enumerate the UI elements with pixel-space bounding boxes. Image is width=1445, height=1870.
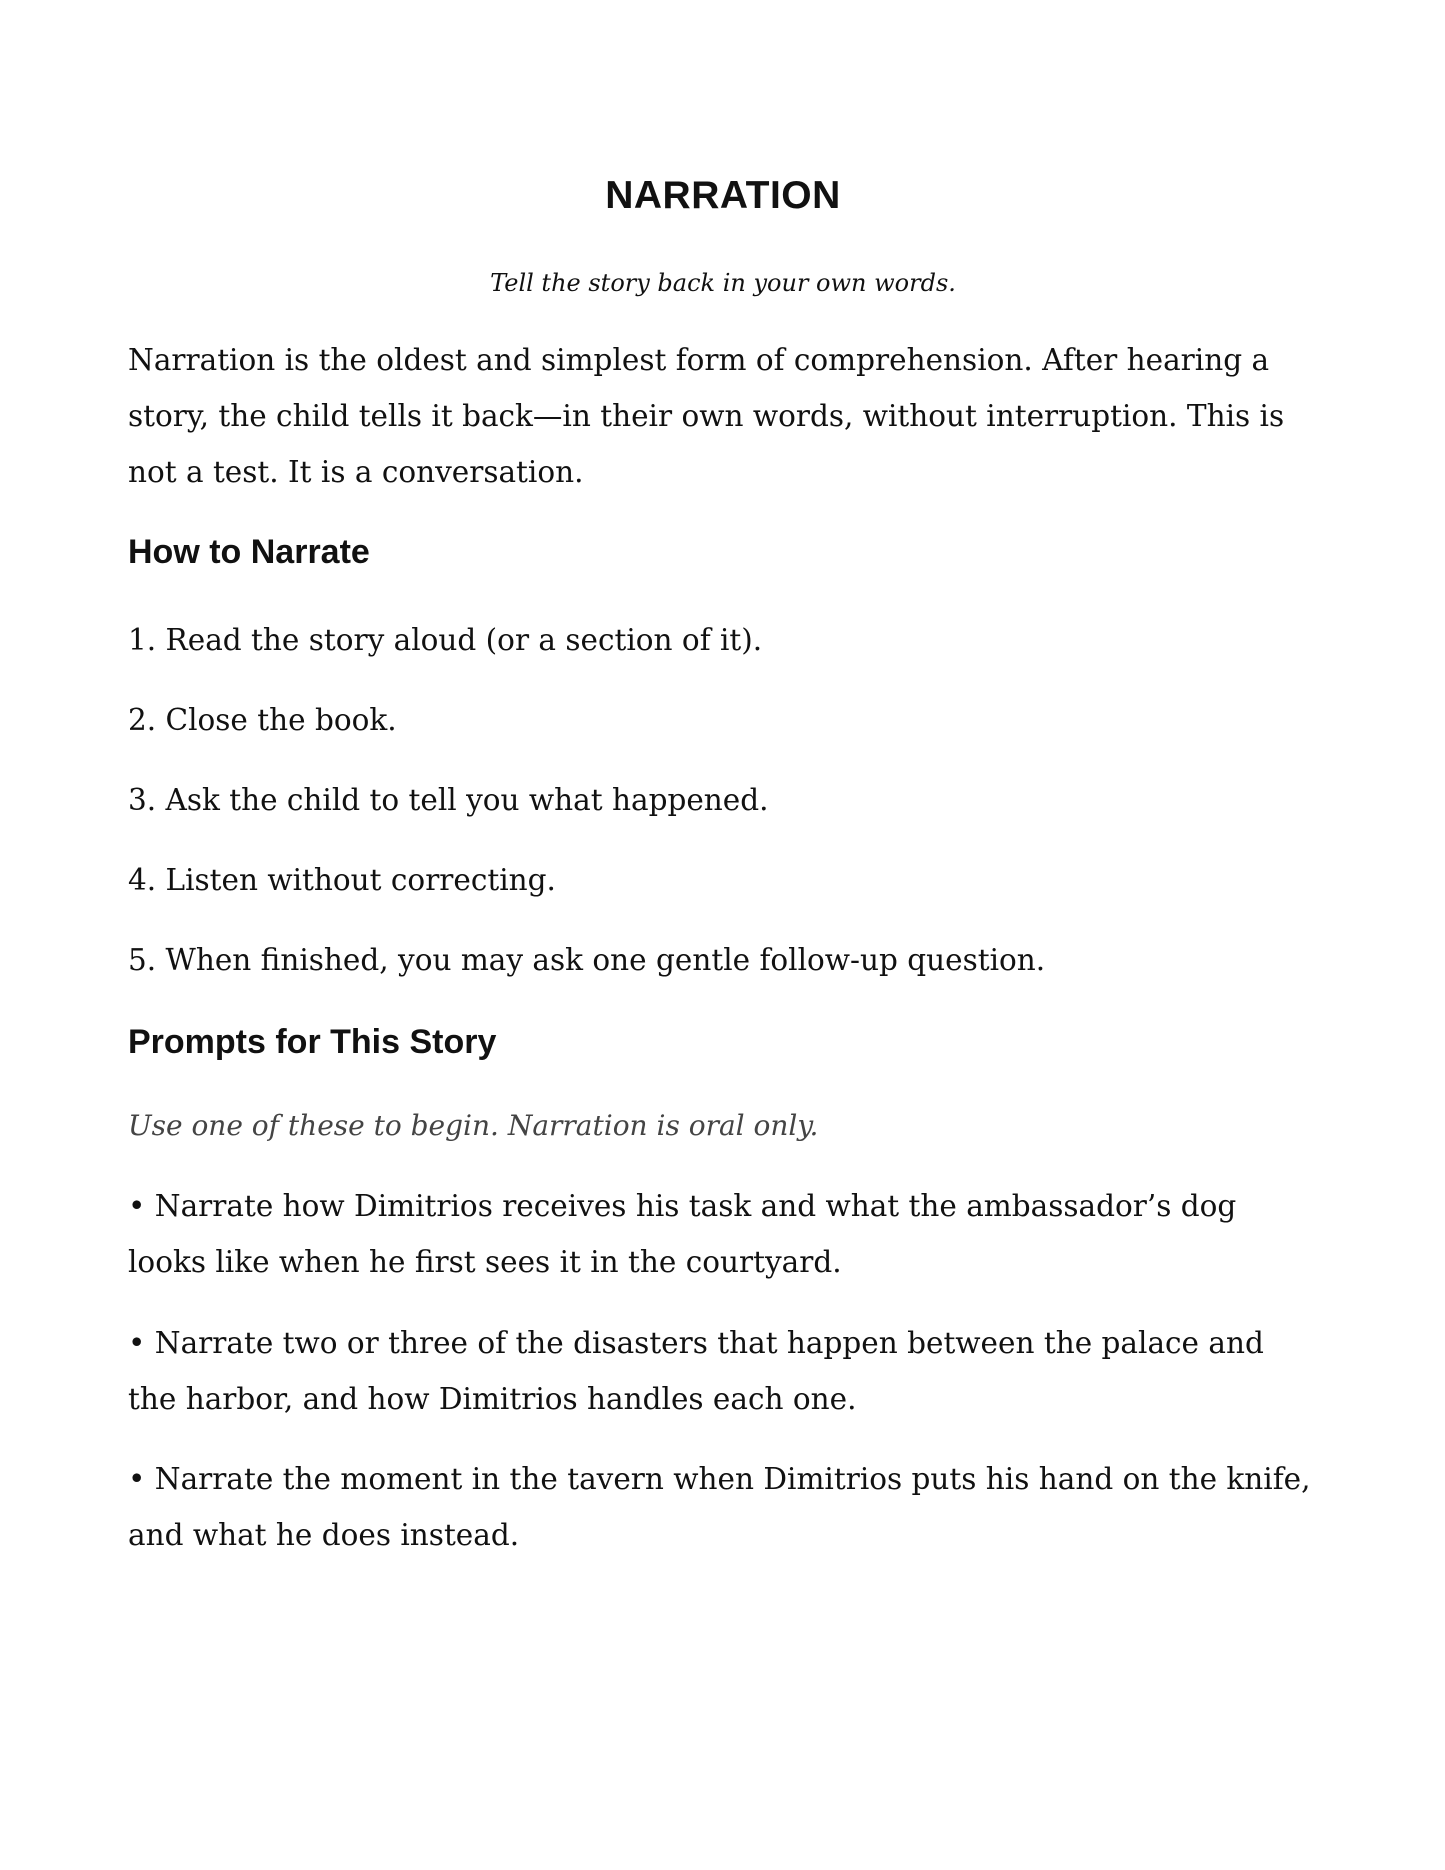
how-to-heading: How to Narrate: [128, 533, 370, 571]
page-title: NARRATION: [605, 174, 841, 217]
prompt-item: • Narrate two or three of the disasters that happen between the palace and the harbor, and how Dimitrios handles each one.: [128, 1326, 1264, 1416]
step-item: 3. Ask the child to tell you what happened.: [128, 783, 769, 817]
intro-paragraph: Narration is the oldest and simplest form of comprehension. After hearing a story, the child tells it back—in their own words, without interruption. This is not a test. It is a conversation.: [128, 343, 1285, 489]
prompts-heading: Prompts for This Story: [128, 1023, 497, 1061]
step-item: 4. Listen without correcting.: [128, 863, 556, 897]
step-item: 1. Read the story aloud (or a section of it).: [128, 623, 763, 657]
prompt-item: • Narrate how Dimitrios receives his task and what the ambassador’s dog looks like when he first sees it in the courtyard.: [128, 1189, 1237, 1279]
prompt-item: • Narrate the moment in the tavern when Dimitrios puts his hand on the knife, and what he does instead.: [128, 1462, 1311, 1552]
prompts-note: Use one of these to begin. Narration is oral only.: [128, 1109, 819, 1142]
step-item: 2. Close the book.: [128, 703, 397, 737]
step-item: 5. When finished, you may ask one gentle follow-up question.: [128, 943, 1046, 977]
page-subtitle: Tell the story back in your own words.: [490, 269, 956, 297]
